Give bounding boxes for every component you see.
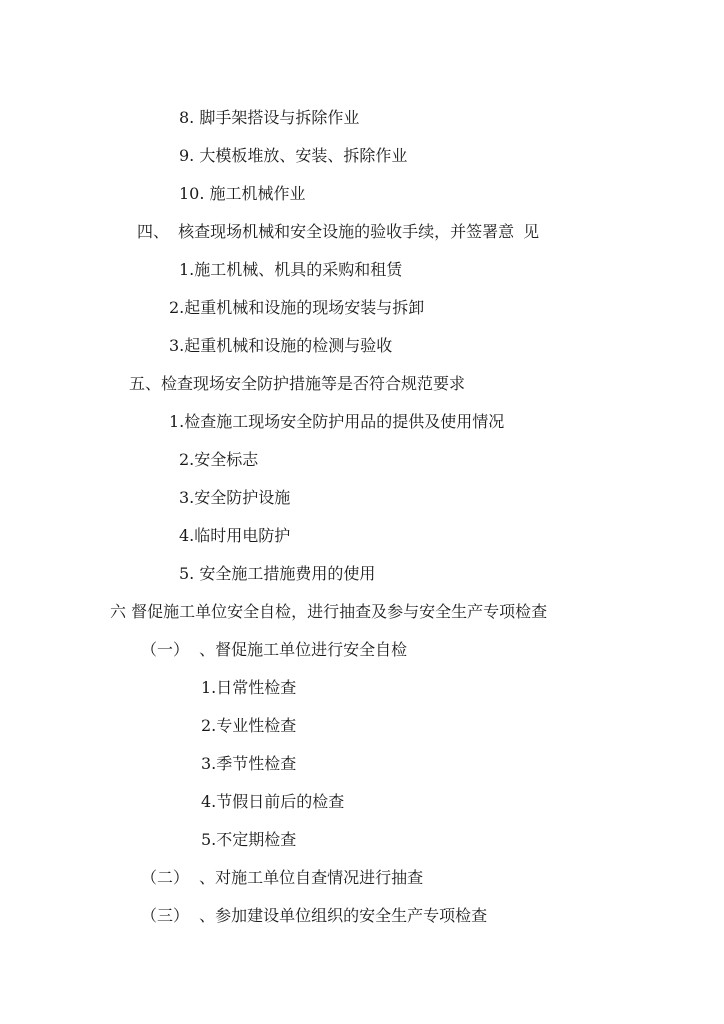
list-item: 3.安全防护设施 (179, 488, 291, 507)
list-item: 2.起重机械和设施的现场安装与拆卸 (169, 298, 425, 317)
list-item: 1.检查施工现场安全防护用品的提供及使用情况 (169, 412, 505, 431)
list-item: 5.不定期检查 (201, 830, 297, 849)
list-item: 4.临时用电防护 (179, 526, 291, 545)
list-item: 2.专业性检查 (201, 716, 297, 735)
list-item: 4.节假日前后的检查 (201, 792, 345, 811)
subsection-heading: （二） 、对施工单位自查情况进行抽查 (141, 868, 424, 887)
list-item: 10. 施工机械作业 (179, 184, 306, 203)
list-item: 9. 大模板堆放、安装、拆除作业 (179, 146, 408, 165)
section-heading: 六 督促施工单位安全自检，进行抽查及参与安全生产专项检查 (110, 602, 548, 621)
list-item: 3.起重机械和设施的检测与验收 (169, 336, 393, 355)
list-item: 1.施工机械、机具的采购和租赁 (179, 260, 403, 279)
list-item: 2.安全标志 (179, 450, 259, 469)
list-item: 3.季节性检查 (201, 754, 297, 773)
subsection-heading: （三） 、参加建设单位组织的安全生产专项检查 (141, 906, 488, 925)
list-item: 8. 脚手架搭设与拆除作业 (179, 108, 360, 127)
list-item: 5. 安全施工措施费用的使用 (179, 564, 376, 583)
section-heading: 四、 核查现场机械和安全设施的验收手续，并签署意 见 (137, 222, 540, 241)
subsection-heading: （一） 、督促施工单位进行安全自检 (141, 640, 408, 659)
list-item: 1.日常性检查 (201, 678, 297, 697)
section-heading: 五、检查现场安全防护措施等是否符合规范要求 (129, 374, 466, 393)
